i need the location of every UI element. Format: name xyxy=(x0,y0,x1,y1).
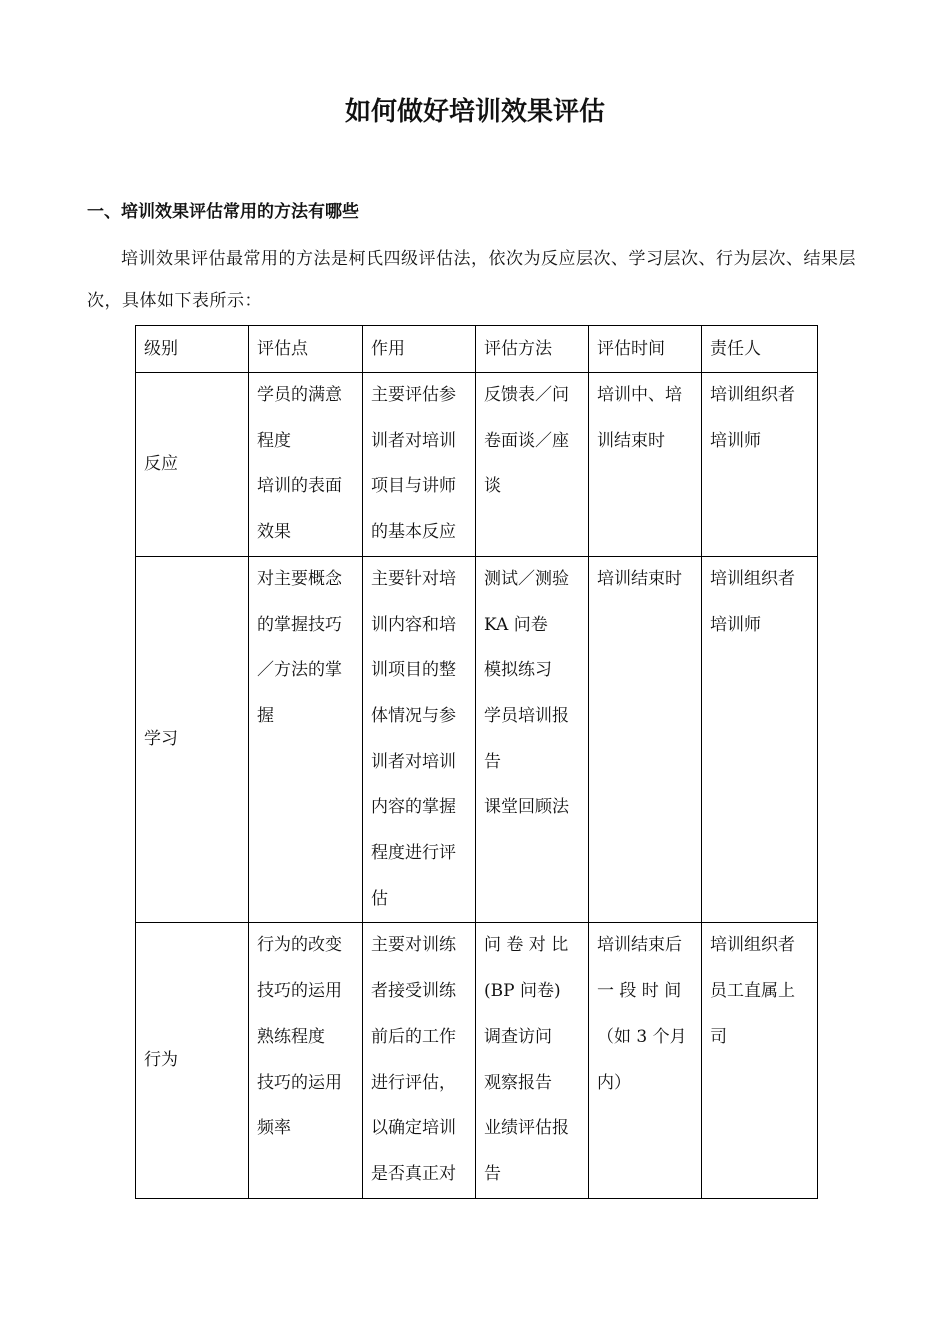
timing-cell xyxy=(589,923,702,1198)
header-cell-owner: 责任人 xyxy=(702,326,818,373)
section-heading: 一、培训效果评估常用的方法有哪些 xyxy=(87,202,359,222)
cell-line: 培训组织者 xyxy=(710,568,795,589)
header-cell-level: 级别 xyxy=(136,326,249,373)
table-row-reaction xyxy=(136,373,818,557)
cell-line: 行为的改变 xyxy=(257,935,342,956)
table-row-behavior xyxy=(136,923,818,1198)
purpose-cell xyxy=(363,923,476,1198)
cell-line: 模拟练习 xyxy=(484,660,552,681)
cell-line: 培训结束后一 段 时 间 （如 3 个月内） xyxy=(597,935,687,1093)
timing-cell xyxy=(589,556,702,923)
table-header-row xyxy=(136,326,818,373)
purpose-cell xyxy=(363,373,476,557)
intro-paragraph: 培训效果评估最常用的方法是柯氏四级评估法，依次为反应层次、学习层次、行为层次、结果层次，具体如下表所示： xyxy=(87,249,856,311)
cell-line: 培训的表面效果 xyxy=(257,476,342,543)
page-title: 如何做好培训效果评估 xyxy=(344,97,605,127)
cell-line: 主要评估参训者对培训项目与讲师的基本反应 xyxy=(371,385,456,543)
timing-cell xyxy=(589,373,702,557)
cell-line: 问 卷 对 比 (BP 问卷) xyxy=(484,935,569,1002)
header-cell-timing: 评估时间 xyxy=(589,326,702,373)
cell-line: 员工直属上司 xyxy=(710,981,795,1047)
cell-line: KA 问卷 xyxy=(484,614,548,635)
level-cell: 行为 xyxy=(136,923,249,1198)
owner-cell xyxy=(702,923,818,1198)
cell-line: 培训师 xyxy=(710,430,761,451)
cell-line: 对主要概念的掌握技巧／方法的掌握 xyxy=(257,568,342,726)
header-cell-points: 评估点 xyxy=(249,326,363,373)
header-cell-purpose: 作用 xyxy=(363,326,476,373)
cell-line: 课堂回顾法 xyxy=(484,797,569,818)
owner-cell xyxy=(702,556,818,923)
points-cell xyxy=(249,373,363,557)
cell-line: 业绩评估报告 xyxy=(484,1118,569,1184)
purpose-cell xyxy=(363,556,476,923)
table-row-learning xyxy=(136,556,818,923)
cell-line: 主要对训练者接受训练前后的工作进行评估，以确定培训是否真正对 xyxy=(371,935,456,1184)
cell-line: 测试／测验 xyxy=(484,568,569,589)
cell-line: 培训中、培训结束时 xyxy=(597,385,682,451)
cell-line: 学员培训报告 xyxy=(484,705,569,772)
cell-line: 主要针对培训内容和培训项目的整体情况与参训者对培训内容的掌握程度进行评估 xyxy=(371,568,456,909)
cell-line: 技巧的运用频率 xyxy=(257,1072,342,1139)
cell-line: 培训组织者 xyxy=(710,935,795,956)
cell-line: 学员的满意程度 xyxy=(257,385,342,451)
points-cell xyxy=(249,556,363,923)
cell-line: 观察报告 xyxy=(484,1072,552,1093)
cell-line: 技巧的运用熟练程度 xyxy=(257,981,342,1047)
level-cell: 反应 xyxy=(136,373,249,557)
cell-line: 反馈表／问卷面谈／座谈 xyxy=(484,385,569,497)
methods-cell xyxy=(476,923,589,1198)
evaluation-table xyxy=(135,325,818,1199)
cell-line: 培训结束时 xyxy=(597,568,682,589)
owner-cell xyxy=(702,373,818,557)
cell-line: 调查访问 xyxy=(484,1026,552,1047)
methods-cell xyxy=(476,373,589,557)
header-cell-methods: 评估方法 xyxy=(476,326,589,373)
cell-line: 培训师 xyxy=(710,614,761,635)
methods-cell xyxy=(476,556,589,923)
level-cell: 学习 xyxy=(136,556,249,923)
points-cell xyxy=(249,923,363,1198)
cell-line: 培训组织者 xyxy=(710,385,795,405)
